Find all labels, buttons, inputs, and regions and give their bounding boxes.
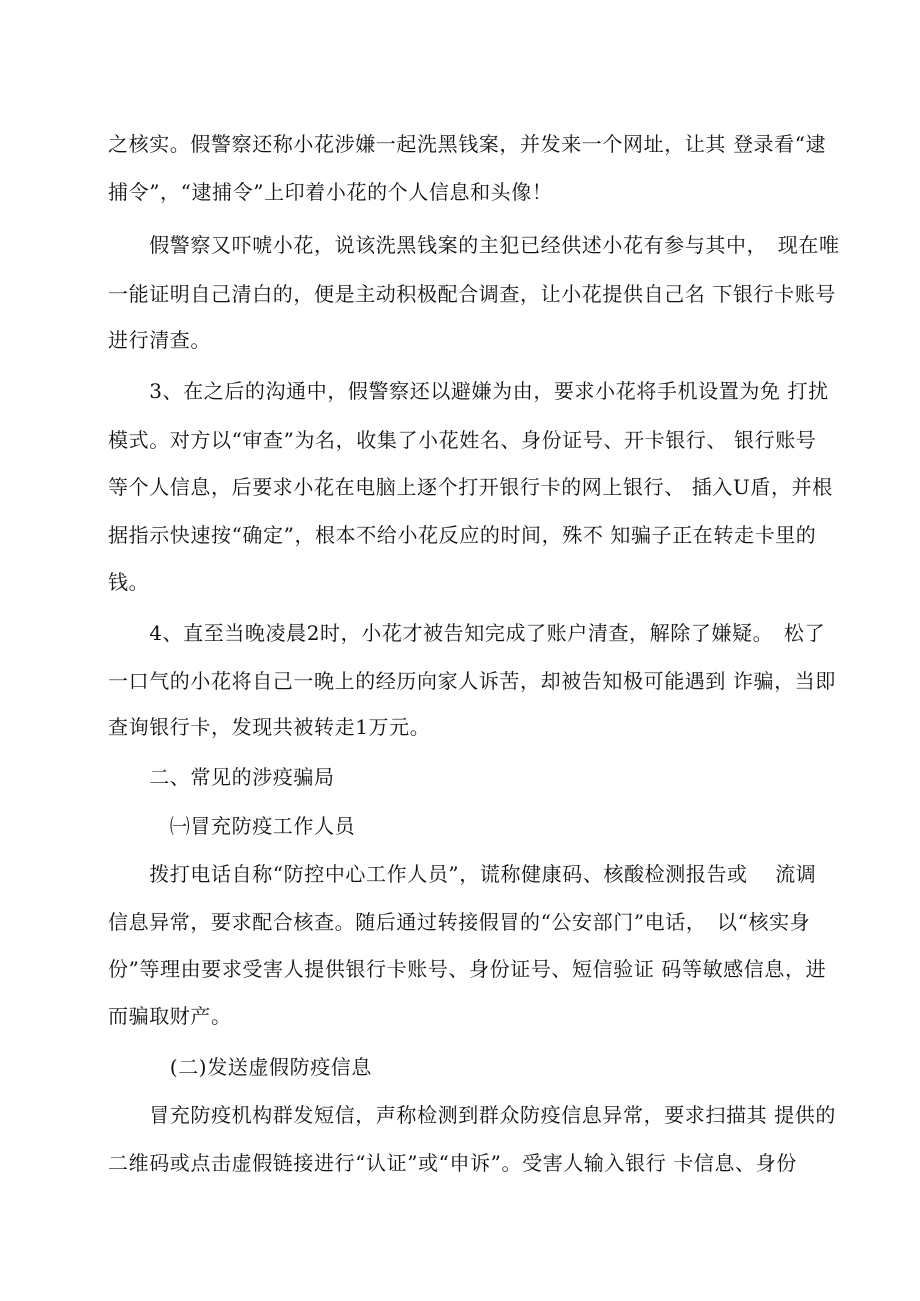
text-line: 3、在之后的沟通中，假警察还以避嫌为由，要求小花将手机设置为免 打扰	[108, 379, 829, 403]
text-line: 之核实。假警察还称小花涉嫌一起洗黑钱案，并发来一个网址，让其 登录看“逮	[108, 132, 827, 156]
text-line: 进行清查。	[108, 328, 211, 352]
text-line: 份”等理由要求受害人提供银行卡账号、身份证号、短信验证 码等敏感信息，进	[108, 957, 827, 981]
text-line: 一口气的小花将自己一晚上的经历向家人诉苦，却被告知极可能遇到 诈骗，当即	[108, 669, 836, 693]
text-line: 等个人信息，后要求小花在电脑上逐个打开银行卡的网上银行、 插入U盾，并根	[108, 475, 833, 499]
text-line: 二维码或点击虚假链接进行“认证”或“申诉”。受害人输入银行 卡信息、身份	[108, 1151, 797, 1175]
text-line: 假警察又吓唬小花，说该洗黑钱案的主犯已经供述小花有参与其中， 现在唯	[108, 233, 840, 257]
text-line: 信息异常，要求配合核查。随后通过转接假冒的“公安部门”电话， 以“核实身	[108, 910, 811, 934]
text-line: 据指示快速按“确定”，根本不给小花反应的时间，殊不 知骗子正在转走卡里的	[108, 523, 817, 547]
text-line: 一能证明自己清白的，便是主动积极配合调查，让小花提供自己名 下银行卡账号	[108, 282, 836, 306]
text-line: 冒充防疫机构群发短信，声称检测到群众防疫信息异常，要求扫描其 提供的	[108, 1103, 836, 1127]
text-line: 捕令”，“逮捕令”上印着小花的个人信息和头像！	[108, 180, 553, 204]
subsection-heading: ㈠冒充防疫工作人员	[108, 814, 356, 838]
text-line: 而骗取财产。	[108, 1004, 232, 1028]
text-line: 4、直至当晚凌晨2时，小花才被告知完成了账户清查，解除了嫌疑。 松了	[108, 621, 826, 645]
text-line: 查询银行卡，发现共被转走1万元。	[108, 715, 431, 739]
text-line: 拨打电话自称“防控中心工作人员”，谎称健康码、核酸检测报告或 流调	[108, 862, 817, 886]
section-heading: 二、常见的涉疫骗局	[108, 765, 335, 789]
text-line: 钱。	[108, 570, 150, 594]
text-line: 模式。对方以“审查”为名，收集了小花姓名、身份证号、开卡银行、 银行账号	[108, 428, 817, 452]
subsection-heading: (二)发送虚假防疫信息	[108, 1055, 373, 1079]
